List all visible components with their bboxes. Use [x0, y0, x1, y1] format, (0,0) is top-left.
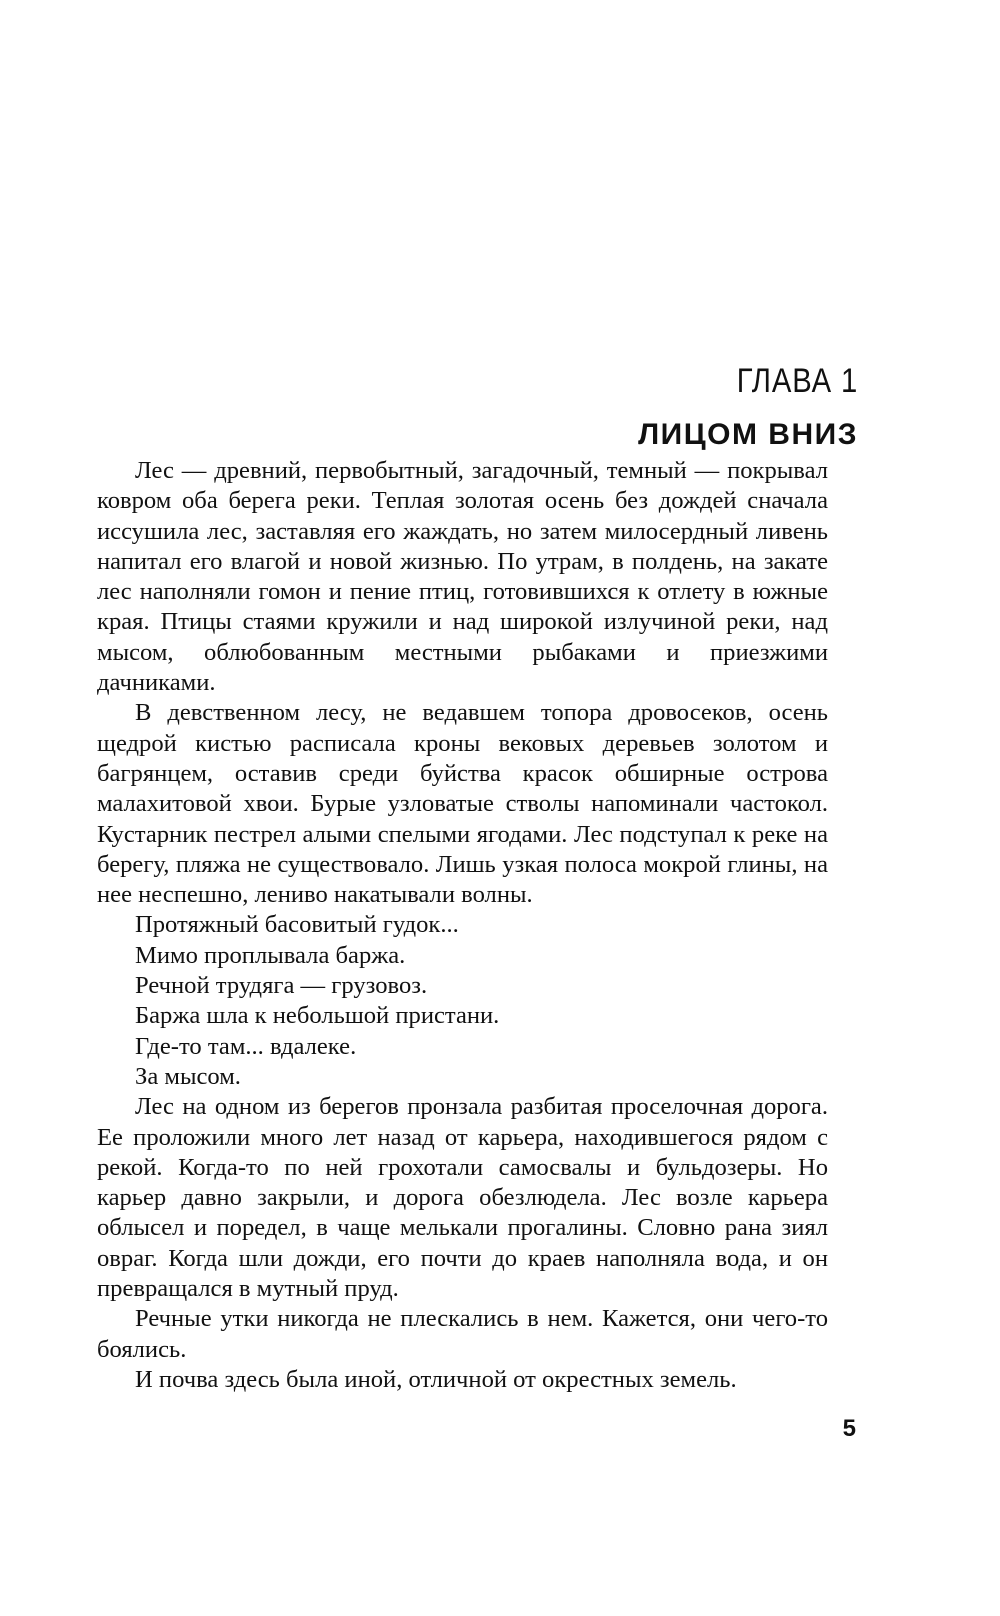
paragraph: Где-то там... вдалеке. — [135, 1032, 357, 1060]
page-number: 5 — [842, 1415, 856, 1442]
paragraph: Речной трудяга — грузовоз. — [135, 972, 428, 1000]
paragraph: Протяжный басовитый гудок... — [135, 911, 459, 939]
paragraph: Мимо проплывала баржа. — [135, 941, 406, 969]
paragraph: Речные утки никогда не плескались в нем. Кажется, они чего-то боялись. — [97, 1305, 828, 1363]
chapter-title: ЛИЦОМ ВНИЗ — [638, 418, 858, 451]
chapter-label: ГЛАВА 1 — [736, 362, 858, 400]
paragraph: Лес на одном из берегов пронзала разбитая проселочная дорога. Ее проложили много лет назад от карьера, находившегося рядом с рекой. Когда-то по ней грохотали самосвалы и бульдозеры. Но карьер давно закрыли, и дорога обезлюдела. Лес возле карьера облысел и поредел, в чаще мелькали прогалины. Словно рана зиял овраг. Когда шли дожди, его почти до краев наполняла вода, и он превращался в мутный пруд. — [97, 1093, 828, 1303]
paragraph: И почва здесь была иной, отличной от окрестных земель. — [135, 1365, 737, 1393]
chapter-body — [97, 456, 828, 1395]
paragraph: В девственном лесу, не ведавшем топора дровосеков, осень щедрой кистью расписала кроны вековых деревьев золотом и багрянцем, оставив среди буйства красок обширные острова малахитовой хвои. Бурые узловатые стволы напоминали частокол. Кустарник пестрел алыми спелыми ягодами. Лес подступал к реке на берегу, пляжа не существовало. Лишь узкая полоса мокрой глины, на нее неспешно, лениво накатывали волны. — [97, 699, 828, 909]
paragraph: За мысом. — [135, 1062, 241, 1090]
paragraph: Лес — древний, первобытный, загадочный, темный — покрывал ковром оба берега реки. Теплая золотая осень без дождей сначала иссушила лес, заставляя его жаждать, но затем милосердный ливень напитал его влагой и новой жизнью. По утрам, в полдень, на закате лес наполняли гомон и пение птиц, готовившихся к отлету в южные края. Птицы стаями кружили и над широкой излучиной реки, над мысом, облюбованным местными рыбаками и приезжими дачниками. — [97, 457, 828, 697]
paragraph: Баржа шла к небольшой пристани. — [135, 1002, 500, 1030]
